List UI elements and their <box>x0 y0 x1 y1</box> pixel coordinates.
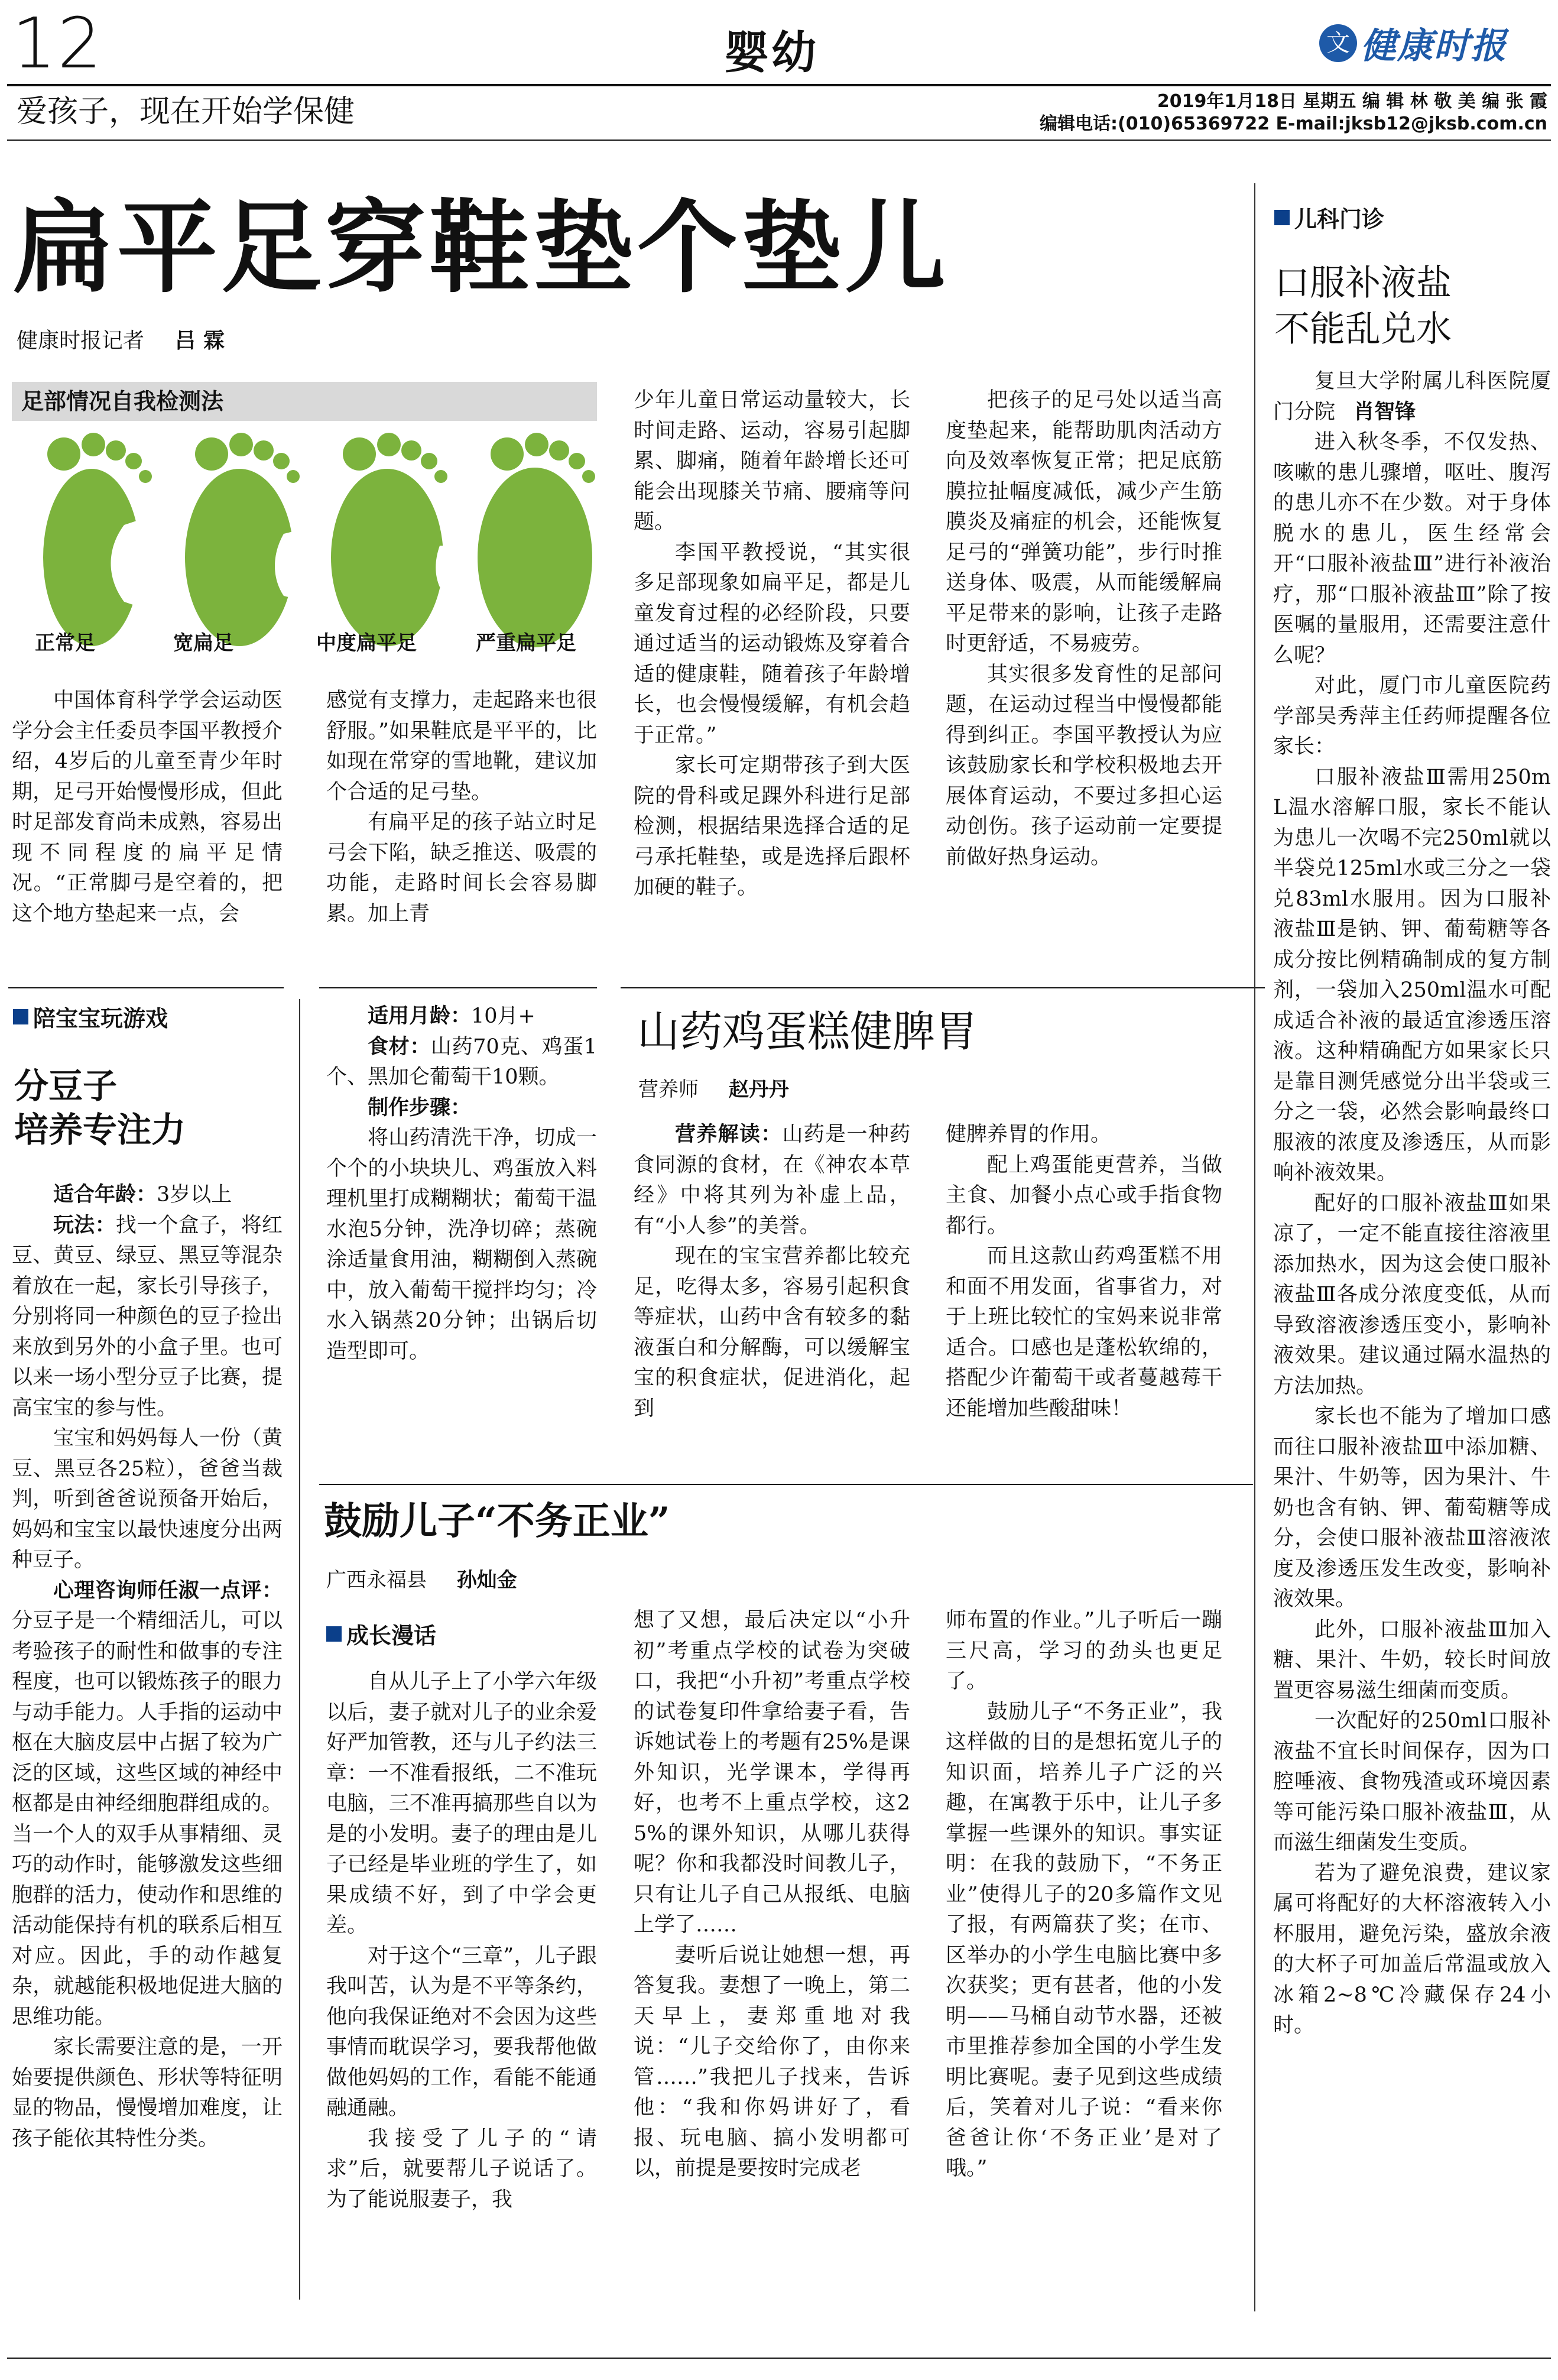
game-title-2: 培养专注力 <box>14 1110 186 1150</box>
paragraph: 健脾养胃的作用。 <box>946 1123 1112 1146</box>
son-section-label: 成长漫话 <box>326 1617 436 1650</box>
month-line: 适用月龄：10月+ <box>368 1004 535 1028</box>
flatfoot-column-1 <box>12 686 283 929</box>
paragraph: 李国平教授说，“其实很多足部现象如扁平足，都是儿童发育过程的必经阶段，只要通过适当的运动锻炼及穿着合适的健康鞋，随着孩子年龄增长，也会慢慢缓解，有机会趋于正常。” <box>634 540 910 747</box>
son-column-3 <box>946 1606 1222 2184</box>
son-column-1 <box>326 1667 597 2215</box>
paragraph: 其实很多发育性的足部问题，在运动过程当中慢慢都能得到纠正。李国平教授认为应该鼓励家长和学校积极地去开展体育运动，不要过多担心运动创伤。孩子运动前一定要提前做好热身运动。 <box>946 662 1222 869</box>
paragraph: 对此，厦门市儿童医院药学部吴秀萍主任药师提醒各位家长： <box>1273 674 1551 758</box>
byline-name: 吕 霖 <box>174 329 225 353</box>
foot-test-title-text: 足部情况自我检测法 <box>21 388 224 414</box>
section-marker-icon <box>326 1626 342 1642</box>
flatfoot-column-2 <box>326 686 597 929</box>
ors-section-label: 儿科门诊 <box>1274 201 1384 234</box>
divider <box>319 987 597 988</box>
steps-label: 制作步骤： <box>368 1095 472 1120</box>
page-number: 12 <box>12 2 103 84</box>
paragraph: 师布置的作业。”儿子听后一蹦三尺高，学习的劲头也更足了。 <box>946 1609 1222 1693</box>
byline-role: 健康时报记者 <box>17 329 145 353</box>
divider <box>8 987 284 988</box>
paragraph: 若为了避免浪费，建议家属可将配好的大杯溶液转入小杯服用，避免污染，盛放余液的大杯子可加盖后常温或放入冰箱2~8℃冷藏保存24小时。 <box>1273 1861 1551 2037</box>
column-divider <box>299 999 300 2300</box>
play-line: 玩法：找一个盒子，将红豆、黄豆、绿豆、黑豆等混杂着放在一起，家长引导孩子，分别将同一种颜色的豆子捡出来放到另外的小盒子里。也可以来一场小型分豆子比赛，提高宝宝的参与性。 <box>12 1213 283 1420</box>
ors-title-1: 口服补液盐 <box>1274 262 1452 304</box>
paragraph: 家长也不能为了增加口感而往口服补液盐Ⅲ中添加糖、果汁、牛奶等，因为果汁、牛奶也含有钠、钾、葡萄糖等成分，会使口服补液盐Ⅲ溶液浓度及渗透压发生改变，影响补液效果。 <box>1273 1405 1551 1611</box>
column-divider <box>1254 183 1255 2311</box>
paragraph: 家长可定期带孩子到大医院的骨科或足踝外科进行足部检测，根据结果选择合适的足弓承托鞋垫，或是选择后跟杯加硬的鞋子。 <box>634 754 910 899</box>
son-byline: 广西永福县 孙灿金 <box>326 1568 517 1592</box>
logo-text: 健康时报 <box>1361 25 1507 67</box>
normal-foot-icon <box>43 433 152 646</box>
flatfoot-column-3 <box>634 385 910 903</box>
cake-byline: 营养师 赵丹丹 <box>638 1078 789 1101</box>
severe-flatfoot-icon <box>478 433 595 647</box>
logo <box>1319 20 1550 66</box>
flatfoot-byline <box>17 326 225 356</box>
game-body <box>12 1180 283 2154</box>
ors-title-2: 不能乱兑水 <box>1274 309 1452 350</box>
slogan: 爱孩子，现在开始学保健 <box>17 94 355 129</box>
section-marker-icon <box>13 1009 28 1024</box>
paragraph: 有扁平足的孩子站立时足弓会下陷，缺乏推送、吸震的功能，走路时间长会容易脚累。加上青 <box>326 810 597 926</box>
ingredients-line: 食材：山药70克、鸡蛋1个、黑加仑葡萄干10颗。 <box>326 1035 597 1089</box>
logo-emblem-icon: 文 <box>1319 24 1357 62</box>
game-title-1: 分豆子 <box>14 1066 118 1106</box>
foot-label-severe: 严重扁平足 <box>476 631 576 655</box>
paragraph: 对于这个“三章”，儿子跟我叫苦，认为是不平等条约，他向我保证绝对不会因为这些事情而耽误学习，要我帮他做做他妈妈的工作，看能不能通融通融。 <box>326 1944 597 2120</box>
paragraph: 口服补液盐Ⅲ需用250mL温水溶解口服，家长不能认为患儿一次喝不完250ml就以半袋兑125ml水或三分之一袋兑83ml水服用。因为口服补液盐Ⅲ是钠、钾、葡萄糖等各成分按比例精确制成的复方制剂，一袋加入250ml温水可配成适合补液的最适宜渗透压溶液。这种精确配方如果家长只是靠目测凭感觉分出半袋或三分之一袋，必然会影响最终口服液的浓度及渗透压，从而影响补液效果。 <box>1273 765 1551 1185</box>
flatfoot-column-4 <box>946 385 1222 873</box>
son-title: 鼓励儿子“不务正业” <box>324 1499 670 1544</box>
paragraph: 把孩子的足弓处以适当高度垫起来，能帮助肌肉活动方向及效率恢复正常；把足底筋膜拉扯幅度减低，减少产生筋膜炎及痛症的机会，还能恢复足弓的“弹簧功能”，步行时推送身体、吸震，从而能缓解扁平足带来的影响，让孩子走路时更舒适，不易疲劳。 <box>946 388 1222 656</box>
bottom-rule <box>7 2358 1551 2359</box>
wide-foot-icon <box>185 433 300 646</box>
cake-recipe-column <box>326 1001 597 1367</box>
masthead-rule <box>7 84 1551 86</box>
masthead-thin-rule <box>7 140 1551 141</box>
age-line: 适合年龄：3岁以上 <box>53 1183 232 1207</box>
paragraph: 家长需要注意的是，一开始要提供颜色、形状等特征明显的物品，慢慢增加难度，让孩子能依其特性分类。 <box>12 2035 283 2151</box>
son-column-2 <box>634 1606 910 2184</box>
comment-line: 心理咨询师任淑一点评：分豆子是一个精细活儿，可以考验孩子的耐性和做事的专注程度，也可以锻炼孩子的眼力与动手能力。人手指的运动中枢在大脑皮层中占据了较为广泛的区域，这些区域的神经中枢都是由神经细胞群组成的。当一个人的双手从事精细、灵巧的动作时，能够激发这些细胞群的活力，使动作和思维的活动能保持有机的联系后相互对应。因此，手的动作越复杂，就越能积极地促进大脑的思维功能。 <box>12 1578 283 2029</box>
paragraph: 宝宝和妈妈每人一份（黄豆、黑豆各25粒），爸爸当裁判，听到爸爸说预备开始后，妈妈和宝宝以最快速度分出两种豆子。 <box>12 1426 283 1572</box>
flatfoot-headline: 扁平足穿鞋垫个垫儿 <box>13 190 950 307</box>
foot-label-moderate: 中度扁平足 <box>316 631 417 655</box>
paragraph: 而且这款山药鸡蛋糕不用和面不用发面，省事省力，对于上班比较忙的宝妈来说非常适合。口感也是蓬松软绵的，搭配少许葡萄干或者蔓越莓干还能增加些酸甜味！ <box>946 1244 1222 1421</box>
paragraph: 进入秋冬季，不仅发热、咳嗽的患儿骤增，呕吐、腹泻的患儿亦不在少数。对于身体脱水的患儿，医生经常会开“口服补液盐Ⅲ”进行补液治疗，那“口服补液盐Ⅲ”除了按医嘱的量服用，还需要注意什么呢？ <box>1273 430 1551 667</box>
foot-test-box-title <box>12 382 597 421</box>
section-title: 婴幼 <box>724 26 819 79</box>
paragraph: 配好的口服补液盐Ⅲ如果凉了，一定不能直接往溶液里添加热水，因为这会使口服补液盐Ⅲ各成分浓度变低，从而导致溶液渗透压变小，影响补液效果。建议通过隔水温热的方法加热。 <box>1273 1191 1551 1398</box>
paragraph: 自从儿子上了小学六年级以后，妻子就对儿子的业余爱好严加管教，还与儿子约法三章：一不准看报纸，二不准玩电脑，三不准再搞那些自以为是的小发明。妻子的理由是儿子已经是毕业班的学生了，如果成绩不好，到了中学会更差。 <box>326 1670 597 1937</box>
paragraph: 我接受了儿子的“请求”后，就要帮儿子说话了。为了能说服妻子，我 <box>326 2126 597 2212</box>
cake-title: 山药鸡蛋糕健脾胃 <box>637 1007 978 1056</box>
divider <box>621 987 1265 988</box>
steps-text: 将山药清洗干净，切成一个个的小块块儿、鸡蛋放入料理机里打成糊糊状；葡萄干温水泡5分钟，洗净切碎；蒸碗涂适量食用油，糊糊倒入蒸碗中，放入葡萄干搅拌均匀；冷水入锅蒸20分钟；出锅后切造型即可。 <box>326 1126 597 1363</box>
ors-column <box>1273 367 1551 2041</box>
paragraph: 现在的宝宝营养都比较充足，吃得太多，容易引起积食等症状，山药中含有较多的黏液蛋白和分解酶，可以缓解宝宝的积食症状，促进消化，起到 <box>634 1244 910 1421</box>
foot-label-wide: 宽扁足 <box>173 631 233 655</box>
ors-byline: 复旦大学附属儿科医院厦门分院 肖智锋 <box>1273 369 1551 424</box>
paragraph: 中国体育科学学会运动医学分会主任委员李国平教授介绍，4岁后的儿童至青少年时期，足弓开始慢慢形成，但此时足部发育尚未成熟，容易出现不同程度的扁平足情况。“正常脚弓是空着的，把这个地方垫起来一点，会 <box>12 689 283 926</box>
paragraph: 此外，口服补液盐Ⅲ加入糖、果汁、牛奶，较长时间放置更容易滋生细菌而变质。 <box>1273 1617 1551 1703</box>
contact-line: 编辑电话:(010)65369722 E-mail:jksb12@jksb.com.cn <box>1040 114 1547 134</box>
cake-column-2 <box>946 1120 1222 1424</box>
paragraph: 鼓励儿子“不务正业”，我这样做的目的是想拓宽儿子的知识面，培养儿子广泛的兴趣，在寓教于乐中，让儿子多掌握一些课外的知识。事实证明：在我的鼓励下，“不务正业”使得儿子的20多篇作文见了报，有两篇获了奖；在市、区举办的小学生电脑比赛中多次获奖；更有甚者，他的小发明——马桶自动节水器，还被市里推荐参加全国的小学生发明比赛呢。妻子见到这些成绩后，笑着对儿子说：“看来你爸爸让你‘不务正业’是对了哦。” <box>946 1700 1222 2180</box>
cake-column-1 <box>634 1120 910 1424</box>
paragraph: 想了又想，最后决定以“小升初”考重点学校的试卷为突破口，我把“小升初”考重点学校的试卷复印件拿给妻子看，告诉她试卷上的考题有25%是课外知识，光学课本，学得再好，也考不上重点学校，这25%的课外知识，从哪儿获得呢？你和我都没时间教儿子，只有让儿子自己从报纸、电脑上学了…… <box>634 1609 910 1937</box>
foot-illustration <box>12 430 597 655</box>
paragraph: 一次配好的250ml口服补液盐不宜长时间保存，因为口腔唾液、食物残渣或环境因素等可能污染口服补液盐Ⅲ，从而滋生细菌发生变质。 <box>1273 1709 1551 1854</box>
paragraph: 感觉有支撑力，走起路来也很舒服。”如果鞋底是平平的，比如现在常穿的雪地靴，建议加个合适的足弓垫。 <box>326 689 597 804</box>
date-line: 2019年1月18日 星期五 编 辑 林 敬 美 编 张 霞 <box>1157 91 1547 112</box>
paragraph: 少年儿童日常运动量较大，长时间走路、运动，容易引起脚累、脚痛，随着年龄增长还可能会出现膝关节痛、腰痛等问题。 <box>634 388 910 534</box>
game-section-label: 陪宝宝玩游戏 <box>13 1000 168 1033</box>
nutrition-line: 营养解读：山药是一种药食同源的食材，在《神农本草经》中将其列为补虚上品，有“小人参”的美誉。 <box>634 1123 910 1238</box>
section-marker-icon <box>1274 210 1290 225</box>
paragraph: 配上鸡蛋能更营养，当做主食、加餐小点心或手指食物都行。 <box>946 1153 1222 1238</box>
foot-label-normal: 正常足 <box>35 631 95 655</box>
paragraph: 妻听后说让她想一想，再答复我。妻想了一晚上，第二天早上，妻郑重地对我说：“儿子交给你了，由你来管……”我把儿子找来，告诉他：“我和你妈讲好了，看报、玩电脑、搞小发明都可以，前提是要按时完成老 <box>634 1943 910 2180</box>
divider <box>319 1484 1253 1485</box>
moderate-flatfoot-icon <box>331 433 447 646</box>
